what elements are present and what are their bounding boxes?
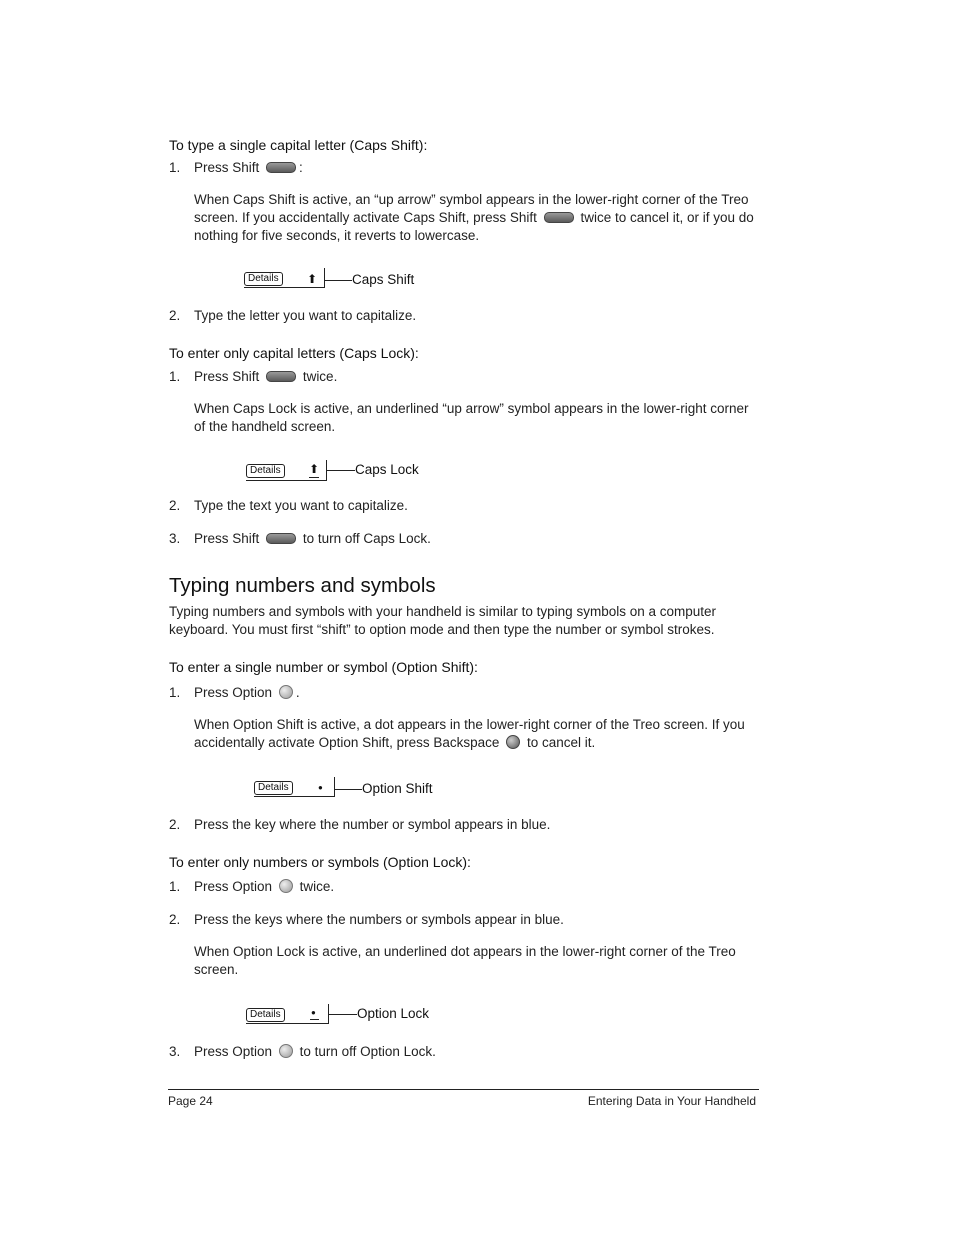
step-number: 2.: [169, 498, 181, 513]
dot-icon: ●: [311, 1008, 316, 1017]
paragraph-text: to cancel it.: [526, 735, 596, 750]
details-button-image: Details: [244, 272, 283, 286]
step-text-suffix: twice.: [299, 879, 335, 894]
screen-edge-line: [334, 777, 335, 797]
callout-leader-line: [335, 789, 362, 790]
step-text: Press Shift: [194, 531, 260, 546]
subheading-option-lock: To enter only numbers or symbols (Option Lock):: [169, 854, 471, 870]
callout-leader-line: [327, 470, 355, 471]
details-button-image: Details: [246, 1008, 285, 1022]
subheading-option-shift: To enter a single number or symbol (Option Shift):: [169, 659, 478, 675]
screen-edge-line: [246, 1023, 329, 1024]
step-number: 2.: [169, 308, 181, 323]
step-option-shift-2: Press the key where the number or symbol appears in blue.: [194, 817, 551, 832]
step-text: Press Option: [194, 879, 273, 894]
shift-key-icon: [266, 371, 296, 382]
option-key-icon: [279, 685, 293, 699]
details-button-image: Details: [254, 781, 293, 795]
step-option-lock-2: Press the keys where the numbers or symbols appear in blue.: [194, 912, 564, 927]
step-text-suffix: twice.: [302, 369, 338, 384]
shift-key-icon: [266, 162, 296, 173]
subheading-caps-shift: To type a single capital letter (Caps Shift):: [169, 137, 428, 153]
callout-leader-line: [325, 280, 352, 281]
step-text: Press Option: [194, 685, 273, 700]
step-number: 1.: [169, 369, 181, 384]
up-arrow-icon: ⬆: [307, 272, 318, 286]
paragraph-caps-shift: [194, 191, 759, 245]
paragraph-option-lock: When Option Lock is active, an underlined dot appears in the lower-right corner of the Treo screen.: [194, 944, 736, 977]
callout-option-lock: Option Lock: [357, 1006, 430, 1021]
details-button-image: Details: [246, 464, 285, 478]
paragraph-option-shift: [194, 716, 759, 752]
lock-underline: [309, 477, 319, 478]
backspace-key-icon: [506, 735, 520, 749]
step-number: 1.: [169, 879, 181, 894]
paragraph-caps-lock: When Caps Lock is active, an underlined “up arrow” symbol appears in the lower-right corner of the handheld screen.: [194, 401, 749, 434]
step-number: 3.: [169, 1044, 181, 1059]
lock-underline: [310, 1019, 319, 1020]
step-text-suffix: to turn off Option Lock.: [299, 1044, 436, 1059]
step-caps-lock-1: [194, 368, 337, 386]
callout-caps-lock: Caps Lock: [355, 462, 419, 477]
step-caps-lock-2: Type the text you want to capitalize.: [194, 498, 408, 513]
step-text: Press Shift: [194, 160, 260, 175]
paragraph-text: twice to cancel it, or if you do nothing for five seconds, it reverts to lowercase.: [194, 210, 754, 243]
footer-page-number: Page 24: [168, 1094, 213, 1108]
paragraph-text: When Caps Shift is active, an “up arrow” symbol appears in the lower-right corner of the Treo screen. If you accidentally activate Caps Shift, press Shift: [194, 192, 749, 225]
screen-edge-line: [246, 480, 327, 481]
footer-rule: [168, 1089, 759, 1090]
shift-key-icon: [544, 212, 574, 223]
screen-edge-line: [324, 268, 325, 288]
step-number: 1.: [169, 160, 181, 175]
step-option-shift-1: [194, 684, 300, 702]
footer-chapter-title: Entering Data in Your Handheld: [587, 1094, 756, 1108]
up-arrow-icon: ⬆: [309, 462, 320, 476]
screen-edge-line: [254, 796, 335, 797]
step-text-suffix: .: [295, 685, 300, 700]
screen-edge-line: [244, 287, 325, 288]
step-text: Press Option: [194, 1044, 273, 1059]
step-option-lock-3: [194, 1043, 436, 1061]
step-text: Press Shift: [194, 369, 260, 384]
callout-option-shift: Option Shift: [362, 781, 433, 796]
step-number: 1.: [169, 685, 181, 700]
step-text-suffix: to turn off Caps Lock.: [302, 531, 431, 546]
step-caps-shift-1: [194, 159, 303, 177]
step-caps-shift-2: Type the letter you want to capitalize.: [194, 308, 417, 323]
shift-key-icon: [266, 533, 296, 544]
step-number: 2.: [169, 817, 181, 832]
step-option-lock-1: [194, 878, 334, 896]
section-heading: Typing numbers and symbols: [169, 574, 436, 597]
paragraph-text: When Option Shift is active, a dot appears in the lower-right corner of the Treo screen. If you accidentally activate Option Shift, press Backspace: [194, 717, 745, 750]
callout-leader-line: [329, 1014, 357, 1015]
intro-paragraph: Typing numbers and symbols with your handheld is similar to typing symbols on a computer keyboard. You must first “shift” to option mode and then type the number or symbol strokes.: [169, 604, 717, 637]
step-number: 2.: [169, 912, 181, 927]
option-key-icon: [279, 879, 293, 893]
step-number: 3.: [169, 531, 181, 546]
subheading-caps-lock: To enter only capital letters (Caps Lock):: [169, 345, 419, 361]
callout-caps-shift: Caps Shift: [352, 272, 415, 287]
dot-icon: ●: [318, 783, 323, 792]
step-text-suffix: :: [299, 160, 303, 175]
option-key-icon: [279, 1044, 293, 1058]
step-caps-lock-3: [194, 530, 431, 548]
